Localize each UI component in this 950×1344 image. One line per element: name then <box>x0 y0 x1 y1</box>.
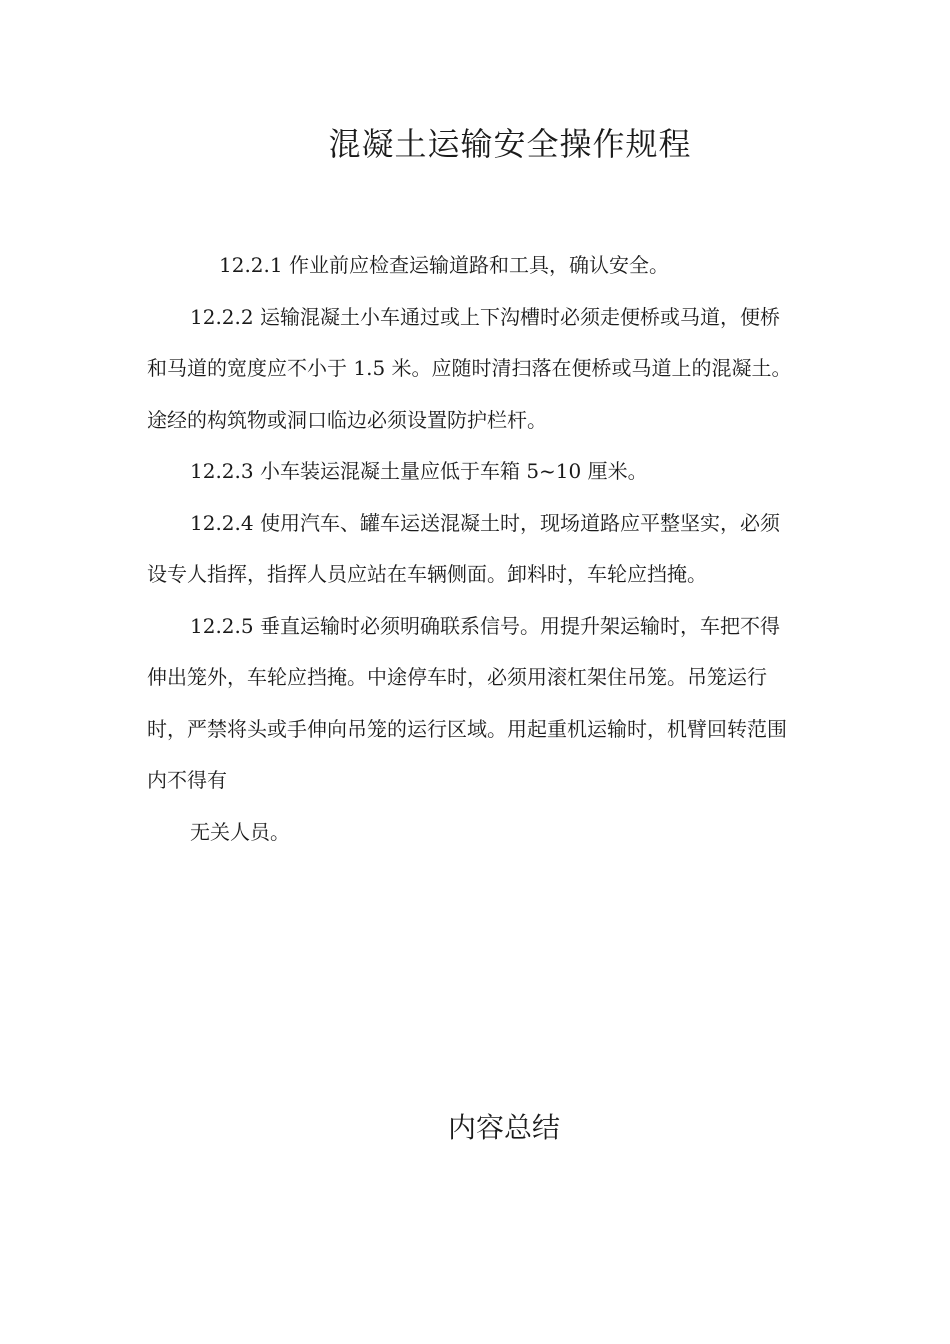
document-title: 混凝土运输安全操作规程 <box>328 125 692 163</box>
paragraph-12-2-5: 12.2.5 垂直运输时必须明确联系信号。用提升架运输时，车把不得伸出笼外，车轮应挡掩。中途停车时，必须用滚杠架住吊笼。吊笼运行时，严禁将头或手伸向吊笼的运行区域。用起重机运输时，机臂回转范围内不得有 <box>147 613 787 792</box>
document-body <box>147 240 797 858</box>
paragraph-12-2-3: 12.2.3 小车装运混凝土量应低于车箱 5~10 厘米。 <box>190 459 648 483</box>
paragraph-12-2-2: 12.2.2 运输混凝土小车通过或上下沟槽时必须走便桥或马道，便桥和马道的宽度应不小于 1.5 米。应随时清扫落在便桥或马道上的混凝土。途经的构筑物或洞口临边必须设置防护栏杆。 <box>147 304 792 432</box>
paragraph-continuation: 无关人员。 <box>190 819 290 844</box>
summary-heading: 内容总结 <box>447 1111 560 1144</box>
paragraph-12-2-1: 12.2.1 作业前应检查运输道路和工具，确认安全。 <box>219 253 669 277</box>
paragraph-12-2-4: 12.2.4 使用汽车、罐车运送混凝土时，现场道路应平整坚实，必须设专人指挥，指挥人员应站在车辆侧面。卸料时，车轮应挡掩。 <box>147 510 780 586</box>
